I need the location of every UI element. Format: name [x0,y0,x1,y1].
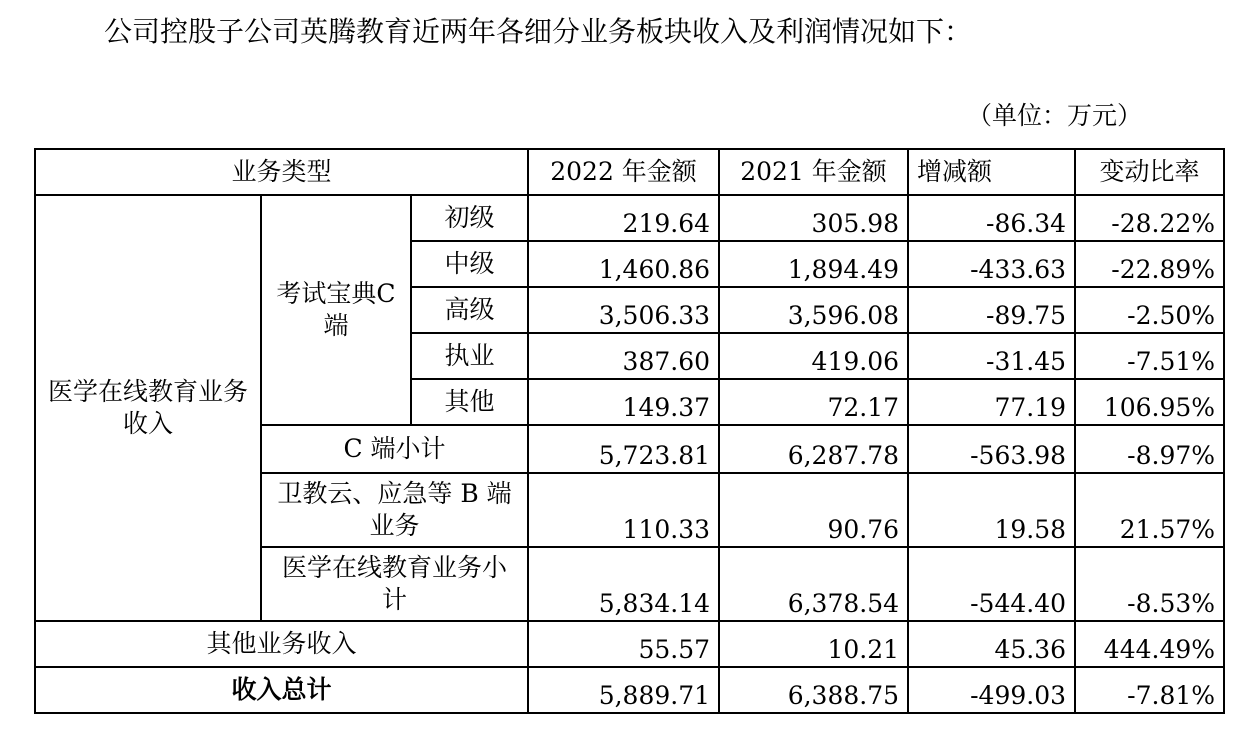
value-2021: 1,894.49 [719,241,908,287]
row-label: 高级 [411,287,528,333]
value-2021: 6,388.75 [719,667,908,713]
value-ratio: -2.50% [1075,287,1224,333]
row-label: 初级 [411,195,528,241]
value-change: -499.03 [908,667,1075,713]
value-ratio: -7.51% [1075,333,1224,379]
group-exam-label: 考试宝典C 端 [261,195,411,425]
value-2021: 90.76 [719,473,908,547]
value-2022: 5,723.81 [528,425,719,473]
value-2021: 6,378.54 [719,547,908,621]
value-ratio: 106.95% [1075,379,1224,425]
value-change: 45.36 [908,621,1075,667]
value-2021: 3,596.08 [719,287,908,333]
value-2022: 387.60 [528,333,719,379]
table-row [35,195,1224,241]
row-label: 卫教云、应急等 B 端业务 [261,473,528,547]
row-label: 执业 [411,333,528,379]
value-ratio: -8.97% [1075,425,1224,473]
value-2021: 10.21 [719,621,908,667]
value-2021: 419.06 [719,333,908,379]
value-change: 19.58 [908,473,1075,547]
row-label: 收入总计 [35,667,528,713]
value-change: -563.98 [908,425,1075,473]
value-change: 77.19 [908,379,1075,425]
value-ratio: 21.57% [1075,473,1224,547]
value-2022: 110.33 [528,473,719,547]
row-label: 其他 [411,379,528,425]
value-2021: 6,287.78 [719,425,908,473]
revenue-table [34,148,1225,714]
value-2022: 5,834.14 [528,547,719,621]
header-2021: 2021 年金额 [719,149,908,195]
value-ratio: 444.49% [1075,621,1224,667]
header-row [35,149,1224,195]
value-2022: 55.57 [528,621,719,667]
value-2022: 3,506.33 [528,287,719,333]
value-ratio: -28.22% [1075,195,1224,241]
value-change: -89.75 [908,287,1075,333]
value-change: -544.40 [908,547,1075,621]
row-label: C 端小计 [261,425,528,473]
value-2021: 305.98 [719,195,908,241]
header-2022: 2022 年金额 [528,149,719,195]
row-label: 医学在线教育业务小计 [261,547,528,621]
header-ratio: 变动比率 [1075,149,1224,195]
value-ratio: -22.89% [1075,241,1224,287]
unit-note: （单位：万元） [966,101,1142,130]
value-2022: 149.37 [528,379,719,425]
group-medical-label: 医学在线教育业务收入 [35,195,261,621]
value-2022: 1,460.86 [528,241,719,287]
value-change: -31.45 [908,333,1075,379]
row-label: 其他业务收入 [35,621,528,667]
value-ratio: -7.81% [1075,667,1224,713]
total-row [35,667,1224,713]
row-label: 中级 [411,241,528,287]
value-2022: 219.64 [528,195,719,241]
header-type: 业务类型 [35,149,528,195]
document-title: 公司控股子公司英腾教育近两年各细分业务板块收入及利润情况如下： [104,15,973,48]
value-change: -86.34 [908,195,1075,241]
value-2021: 72.17 [719,379,908,425]
value-2022: 5,889.71 [528,667,719,713]
other-income-row [35,621,1224,667]
value-change: -433.63 [908,241,1075,287]
value-ratio: -8.53% [1075,547,1224,621]
header-change: 增减额 [908,149,1075,195]
